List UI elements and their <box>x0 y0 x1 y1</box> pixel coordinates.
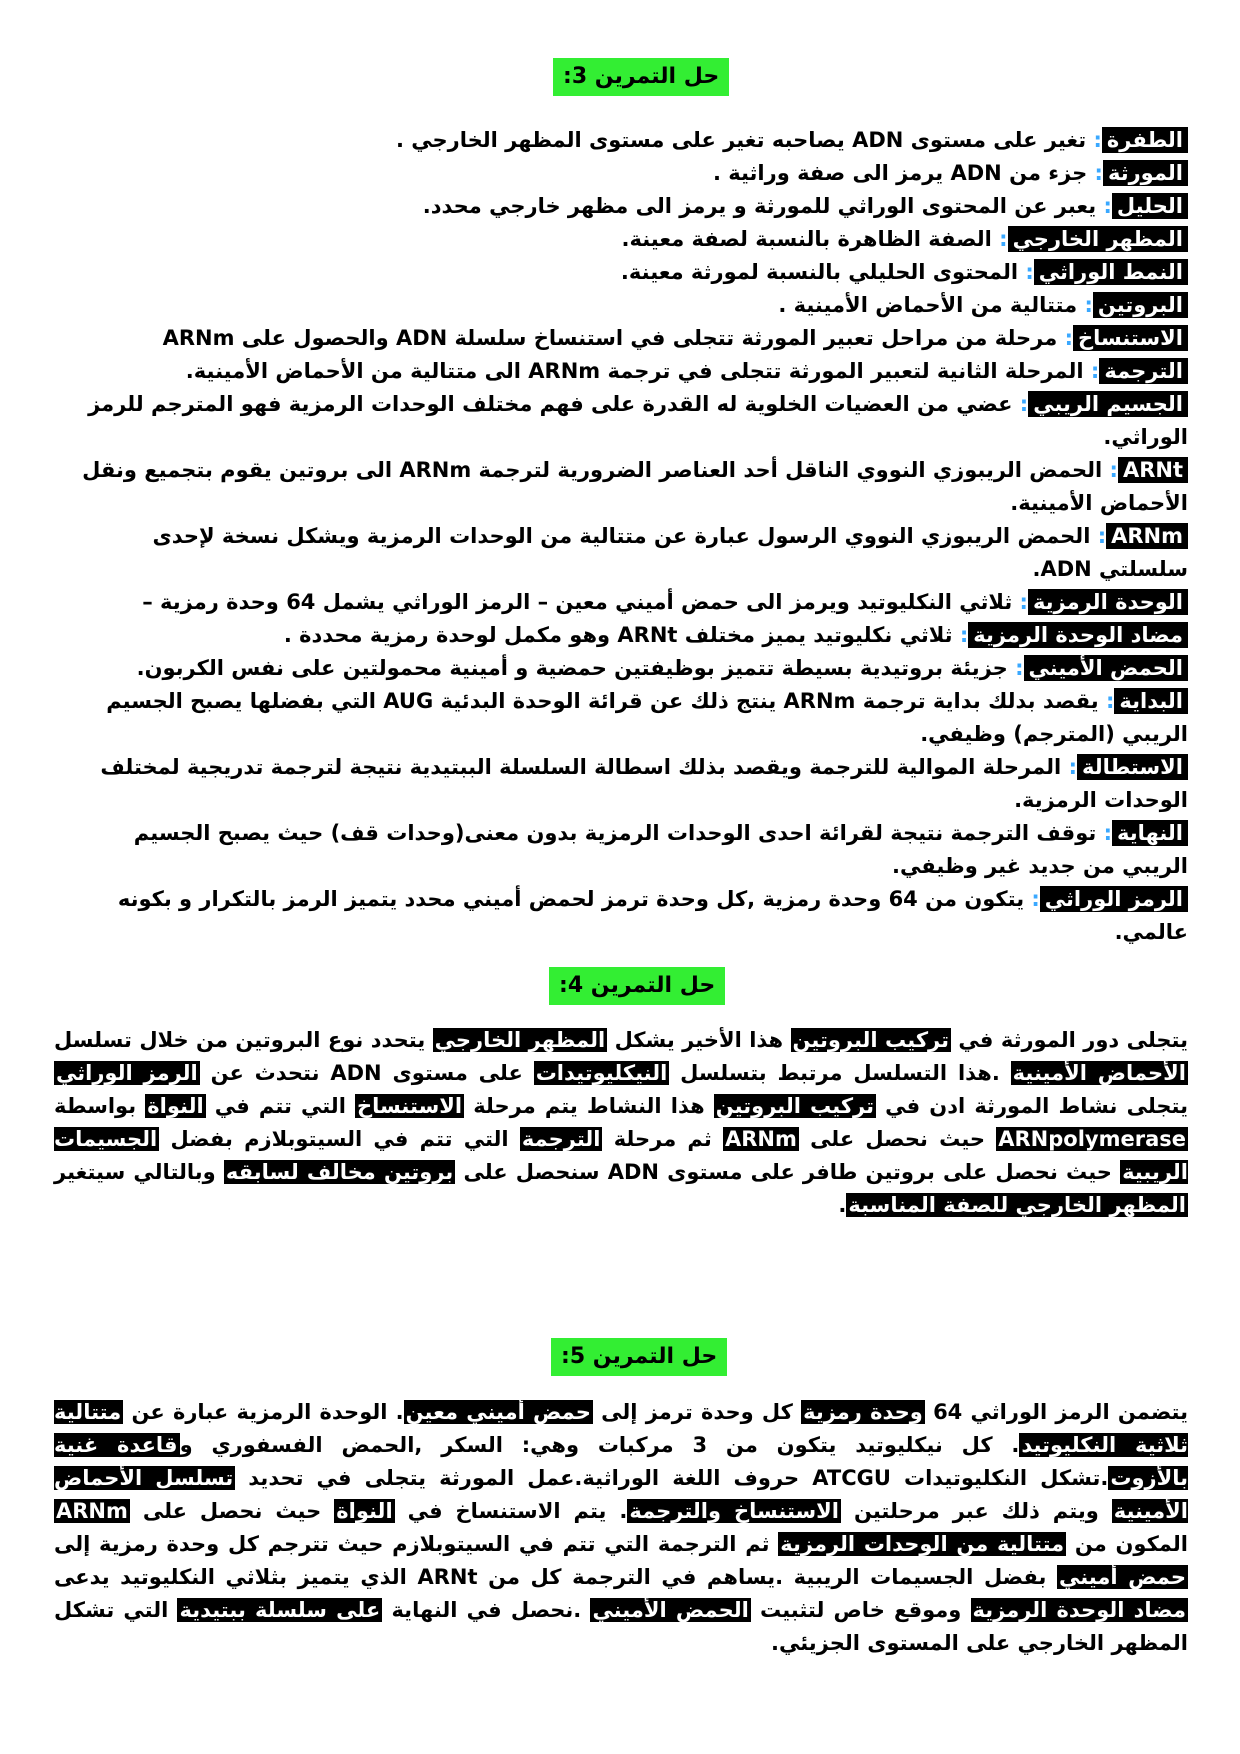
paragraph-text: هذا النشاط يتم مرحلة <box>464 1094 714 1118</box>
definition-colon: : <box>1105 689 1115 713</box>
definition-item <box>72 223 1188 256</box>
definition-colon: : <box>1025 260 1034 284</box>
exercise-5-heading: حل التمرين 5: <box>551 1338 727 1376</box>
highlighted-term: ARNpolymerase <box>998 1127 1186 1151</box>
highlighted-term: الاستنساخ والترجمة <box>629 1499 840 1523</box>
definition-item <box>72 190 1188 223</box>
definition-text: الحمض الريبوزي النووي الرسول عبارة عن متتالية من الوحدات الرمزية ويشكل نسخة لإحدى سلسلتي ADN. <box>152 524 1188 581</box>
definition-term: الحليل <box>1112 193 1188 219</box>
paragraph-text: التي تشكل المظهر الخارجي على المستوى الجزيئي. <box>54 1598 1188 1655</box>
definition-text: المحتوى الحليلي بالنسبة لمورثة معينة. <box>620 260 1026 284</box>
paragraph-text: حيث نحصل على بروتين طافر على مستوى ADN سنحصل على <box>455 1160 1121 1184</box>
definition-colon: : <box>1068 755 1077 779</box>
definition-colon: : <box>999 227 1008 251</box>
definition-item <box>72 124 1188 157</box>
highlighted-term: الاستنساخ <box>357 1094 463 1118</box>
paragraph-text: يتجلى نشاط المورثة ادن في <box>876 1094 1188 1118</box>
highlighted-term: قاعدة غنية بالأزوت <box>54 1433 1188 1490</box>
definition-term: الحمض الأميني <box>1024 655 1189 681</box>
highlighted-term: متتالية ثلاثية النكليوتيد <box>54 1400 1189 1457</box>
highlighted-term: تسلسل الأحماض الأمينية <box>54 1466 1189 1523</box>
definition-item <box>72 586 1188 619</box>
paragraph-text: بفضل الجسيمات الريبية .يساهم في الترجمة كل من ARNt الذي يتميز بثلاثي النكليوتيد يدعى <box>54 1565 1057 1589</box>
definition-colon: : <box>1103 194 1112 218</box>
definition-text: جزيئة بروتيدية بسيطة تتميز بوظيفتين حمضية و أمينية محمولتين على نفس الكربون. <box>136 656 1016 680</box>
paragraph-text: كل وحدة ترمز إلى <box>592 1400 802 1424</box>
highlighted-term: حمض أميني معين <box>405 1400 591 1424</box>
definition-term: البداية <box>1114 688 1188 714</box>
definition-colon: : <box>1084 293 1093 317</box>
highlighted-term: المظهر الخارجي للصفة المناسبة <box>848 1193 1186 1217</box>
definition-colon: : <box>1094 161 1103 185</box>
definition-text: متتالية من الأحماض الأمينية . <box>778 293 1085 317</box>
definition-term: المظهر الخارجي <box>1008 226 1188 252</box>
paragraph-text: يتحدد نوع البروتين من خلال تسلسل <box>54 1028 433 1052</box>
paragraph-text: . يتم الاستنساخ في <box>394 1499 628 1523</box>
paragraph-text: المكون من <box>1066 1532 1188 1556</box>
definition-term: الجسيم الريبي <box>1028 391 1188 417</box>
definition-text: الصفة الظاهرة بالنسبة لصفة معينة. <box>621 227 1000 251</box>
definition-term: النمط الوراثي <box>1034 259 1188 285</box>
paragraph-text: .تشكل النكليوتيدات ATCGU حروف اللغة الوراثية.عمل المورثة يتجلى في تحديد <box>235 1466 1109 1490</box>
definition-text: ثلاثي النكليوتيد ويرمز الى حمض أميني معين – الرمز الوراثي يشمل 64 وحدة رمزية – <box>142 590 1020 614</box>
definition-colon: : <box>1064 326 1073 350</box>
highlighted-term: النواة <box>147 1094 204 1118</box>
definition-colon: : <box>1019 590 1028 614</box>
definition-item <box>72 289 1188 322</box>
highlighted-term: وحدة رمزية <box>803 1400 923 1424</box>
definition-item <box>72 685 1188 751</box>
highlighted-term: على سلسلة ببتيدية <box>179 1598 381 1622</box>
definition-colon: : <box>1090 359 1100 383</box>
definition-term: الوحدة الرمزية <box>1028 589 1188 615</box>
definition-term: الاستنساخ <box>1073 325 1188 351</box>
highlighted-term: تركيب البروتين <box>792 1028 950 1052</box>
paragraph-text: وموقع خاص لتثبيت <box>750 1598 971 1622</box>
definition-item <box>72 256 1188 289</box>
paragraph-text: يتجلى دور المورثة في <box>951 1028 1189 1052</box>
paragraph-text: التي تتم في <box>205 1094 356 1118</box>
paragraph-text: بواسطة <box>54 1094 146 1118</box>
paragraph-text: .نحصل في النهاية <box>382 1598 591 1622</box>
paragraph-text: . الوحدة الرمزية عبارة عن <box>123 1400 404 1424</box>
definition-term: النهاية <box>1112 820 1188 846</box>
highlighted-term: النواة <box>336 1499 393 1523</box>
definition-term: الطفرة <box>1102 127 1188 153</box>
paragraph-text: التي تتم في السيتوبلازم بفضل <box>159 1127 520 1151</box>
definition-text: تغير على مستوى ADN يصاحبه تغير على مستوى المظهر الخارجي . <box>395 128 1094 152</box>
definition-term: ARNm <box>1106 523 1188 549</box>
highlighted-term: ARNm <box>724 1127 797 1151</box>
highlighted-term: تركيب البروتين <box>715 1094 875 1118</box>
highlighted-term: الترجمة <box>521 1127 601 1151</box>
definition-colon: : <box>1031 887 1040 911</box>
highlighted-term: الأحماض الأمينية <box>1012 1061 1186 1085</box>
definition-term: البروتين <box>1093 292 1188 318</box>
highlighted-term: الرمز الوراثي <box>56 1061 198 1085</box>
highlighted-term: حمض أميني <box>1058 1565 1187 1589</box>
definition-colon: : <box>1109 458 1118 482</box>
definition-term: مضاد الوحدة الرمزية <box>968 622 1188 648</box>
definition-item <box>72 520 1188 586</box>
definition-term: الرمز الوراثي <box>1040 886 1188 912</box>
highlighted-term: متتالية من الوحدات الرمزية <box>780 1532 1065 1556</box>
definition-item <box>72 157 1188 190</box>
paragraph-text: ثم مرحلة <box>602 1127 723 1151</box>
definition-term: الترجمة <box>1099 358 1188 384</box>
definition-item <box>72 322 1188 355</box>
definition-item <box>72 388 1188 454</box>
definition-text: المرحلة الثانية لتعبير المورثة تتجلى في ترجمة ARNm الى متتالية من الأحماض الأمينية. <box>185 359 1091 383</box>
definition-item <box>72 817 1188 883</box>
definition-text: الحمض الريبوزي النووي الناقل أحد العناصر الضرورية لترجمة ARNm الى بروتين يقوم بتجميع ونقل الأحماض الأمينية. <box>82 458 1188 515</box>
exercise-5-paragraph <box>54 1396 1188 1660</box>
paragraph-text: ويتم ذلك عبر مرحلتين <box>841 1499 1112 1523</box>
definition-colon: : <box>959 623 969 647</box>
definition-item <box>72 883 1188 949</box>
definition-text: يقصد بدلك بداية ترجمة ARNm ينتج ذلك عن قرائة الوحدة البدئية AUG التي بفضلها يصبح الجسيم الريبي (المترجم) وظيفي. <box>106 689 1188 746</box>
paragraph-text: ثم الترجمة التي تتم في السيتوبلازم حيث تترجم كل وحدة رمزية إلى <box>54 1532 779 1556</box>
definition-item <box>72 454 1188 520</box>
paragraph-text: . كل نيكليوتيد يتكون من 3 مركبات وهي: السكر ,الحمض الفسفوري و <box>179 1433 1020 1457</box>
definition-text: جزء من ADN يرمز الى صفة وراثية . <box>712 161 1095 185</box>
definition-item <box>72 619 1188 652</box>
definition-term: ARNt <box>1118 457 1188 483</box>
paragraph-text: هذا الأخير يشكل <box>607 1028 791 1052</box>
definition-text: ثلاثي نكليوتيد يميز مختلف ARNt وهو مكمل لوحدة رمزية محددة . <box>283 623 960 647</box>
definition-item <box>72 652 1188 685</box>
definition-text: توقف الترجمة نتيجة لقرائة احدى الوحدات الرمزية بدون معنى(وحدات قف) حيث يصبح الجسيم الريبي من جديد غير وظيفي. <box>133 821 1188 878</box>
paragraph-text: . <box>838 1193 847 1217</box>
highlighted-term: الجسيمات الريبية <box>54 1127 1188 1184</box>
highlighted-term: ARNm <box>56 1499 128 1523</box>
definition-item <box>72 751 1188 817</box>
definition-text: يعبر عن المحتوى الوراثي للمورثة و يرمز الى مظهر خارجي محدد. <box>422 194 1104 218</box>
paragraph-text: وبالتالي سيتغير <box>54 1160 224 1184</box>
definition-text: يتكون من 64 وحدة رمزية ,كل وحدة ترمز لحمض أميني محدد يتميز الرمز بالتكرار و بكونه عالمي. <box>117 887 1188 944</box>
definition-colon: : <box>1103 821 1112 845</box>
definition-text: عضي من العضيات الخلوية له القدرة على فهم مختلف الوحدات الرمزية فهو المترجم للرمز الوراثي. <box>88 392 1188 449</box>
paragraph-text: حيث نحصل على <box>129 1499 335 1523</box>
definition-colon: : <box>1015 656 1024 680</box>
paragraph-text: على مستوى ADN نتحدث عن <box>199 1061 534 1085</box>
exercise-4-paragraph <box>54 1024 1188 1222</box>
highlighted-term: المظهر الخارجي <box>434 1028 606 1052</box>
definition-item <box>72 355 1188 388</box>
highlighted-term: بروتين مخالف لسابقه <box>225 1160 454 1184</box>
definition-text: مرحلة من مراحل تعبير المورثة تتجلى في استنساخ سلسلة ADN والحصول على ARNm <box>162 326 1065 350</box>
definition-colon: : <box>1097 524 1107 548</box>
exercise-4-heading: حل التمرين 4: <box>549 967 725 1005</box>
definition-term: الاستطالة <box>1077 754 1188 780</box>
definition-term: المورثة <box>1103 160 1188 186</box>
exercise-3-definitions <box>72 124 1188 949</box>
exercise-3-heading: حل التمرين 3: <box>553 58 729 96</box>
highlighted-term: النيكليوتيدات <box>535 1061 668 1085</box>
paragraph-text: حيث نحصل على <box>798 1127 997 1151</box>
definition-colon: : <box>1019 392 1029 416</box>
definition-text: المرحلة الموالية للترجمة ويقصد بذلك اسطالة السلسلة الببتيدية نتيجة لترجمة تدريجية لمختلف الوحدات الرمزية. <box>100 755 1188 812</box>
paragraph-text: يتضمن الرمز الوراثي 64 <box>924 1400 1189 1424</box>
definition-colon: : <box>1093 128 1102 152</box>
paragraph-text: .هذا التسلسل مرتبط بتسلسل <box>669 1061 1011 1085</box>
highlighted-term: مضاد الوحدة الرمزية <box>972 1598 1186 1622</box>
highlighted-term: الحمض الأميني <box>592 1598 749 1622</box>
